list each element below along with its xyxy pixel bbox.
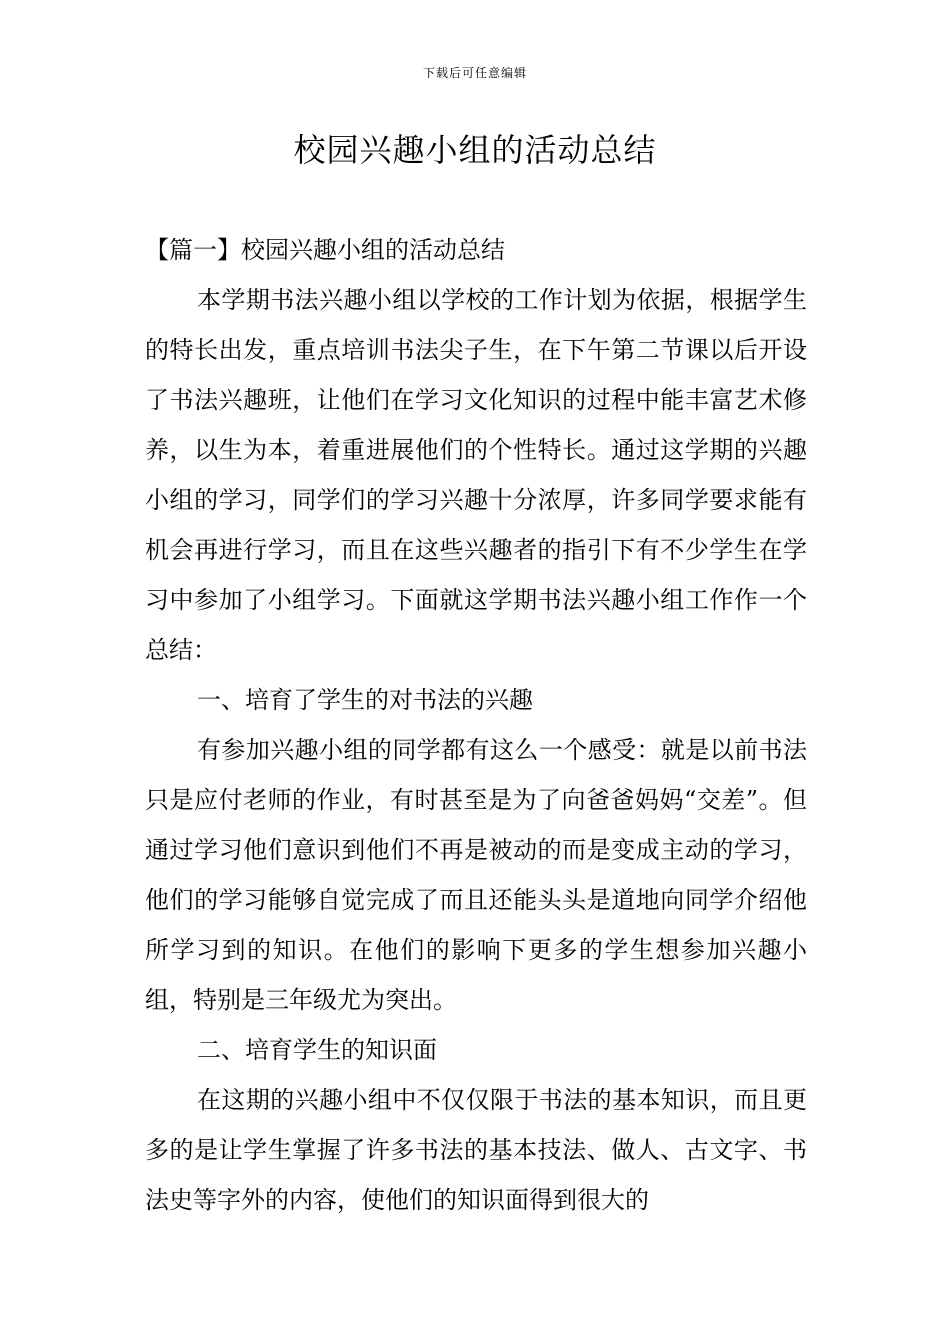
paragraph-interest: 有参加兴趣小组的同学都有这么一个感受：就是以前书法只是应付老师的作业，有时甚至是为了向爸爸妈妈“交差”。但通过学习他们意识到他们不再是被动的而是变成主动的学习，他们的学习能够自觉完成了而且还能头头是道地向同学介绍他所学习到的知识。在他们的影响下更多的学生想参加兴趣小组，特别是三年级尤为突出。 xyxy=(145,736,807,1014)
document-title: 校园兴趣小组的活动总结 xyxy=(293,131,657,169)
paragraph-intro: 本学期书法兴趣小组以学校的工作计划为依据，根据学生的特长出发，重点培训书法尖子生，在下午第二节课以后开设了书法兴趣班，让他们在学习文化知识的过程中能丰富艺术修养，以生为本，着重进展他们的个性特长。通过这学期的兴趣小组的学习，同学们的学习兴趣十分浓厚，许多同学要求能有机会再进行学习，而且在这些兴趣者的指引下有不少学生在学习中参加了小组学习。下面就这学期书法兴趣小组工作作一个总结： xyxy=(145,286,807,664)
document-body xyxy=(145,225,807,1225)
paragraph-knowledge: 在这期的兴趣小组中不仅仅限于书法的基本知识，而且更多的是让学生掌握了许多书法的基本技法、做人、古文字、书法史等字外的内容，使他们的知识面得到很大的 xyxy=(145,1086,807,1214)
header-note: 下载后可任意编辑 xyxy=(422,66,527,80)
subheading-knowledge: 二、培育学生的知识面 xyxy=(197,1036,437,1064)
section-heading: 【篇一】校园兴趣小组的活动总结 xyxy=(145,236,505,264)
subheading-interest: 一、培育了学生的对书法的兴趣 xyxy=(197,686,533,714)
